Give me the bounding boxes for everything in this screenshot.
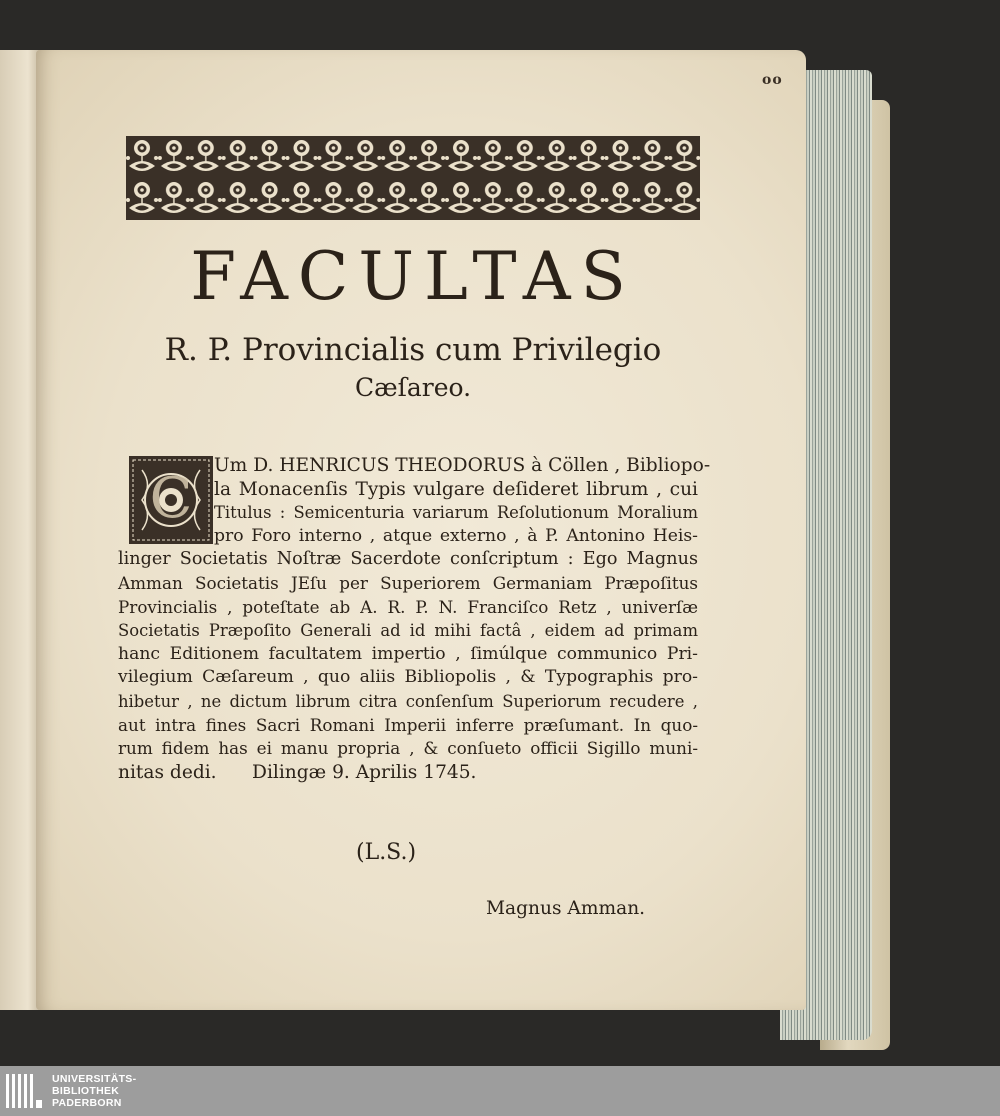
body-text [118,454,711,784]
body-line: Um D. HENRICUS THEODORUS à Cöllen , Bibliopo- [214,455,711,476]
signature: Magnus Amman. [486,898,646,919]
library-footer-bar [0,1066,1000,1116]
page-subtitle-second-line: Cæſareo. [354,373,472,402]
logo-line-3: PADERBORN [52,1097,122,1109]
body-line: pro Foro interno , atque externo , à P. Antonino Heis- [214,525,698,546]
body-line: Amman Societatis JEſu per Superiorem Germaniam Præpoſitus [118,572,698,593]
facing-page-edge [0,50,40,1010]
logo-line-2: BIBLIOTHEK [52,1085,120,1097]
ornament-band [126,136,700,220]
body-line: Provincialis , poteſtate ab A. R. P. N. Franciſco Retz , univerſæ [118,596,698,617]
page-title: FACULTAS [190,238,636,315]
logo-line-1: UNIVERSITÄTS- [52,1073,137,1085]
body-line: nitas dedi. Dilingæ 9. Aprilis 1745. [118,761,477,783]
body-line: rum fidem has ei manu propria , & conſueto officii Sigillo muni- [118,738,698,759]
body-line: la Monacenſis Typis vulgare deſideret librum , cui [214,478,698,500]
seal-mark: (L.S.) [356,840,417,865]
body-line: aut intra fines Sacri Romani Imperii inferre præſumant. In quo- [118,714,698,735]
page-number: oo [762,72,783,88]
body-line: hanc Editionem facultatem impertio , ſimúlque communico Pri- [118,643,698,664]
page-subtitle: R. P. Provincialis cum Privilegio [164,332,662,368]
body-line: linger Societatis Noſtræ Sacerdote conſcriptum : Ego Magnus [118,549,698,570]
library-logo-icon [4,1070,46,1112]
body-line: Societatis Præpoſito Generali ad id mihi factâ , eidem ad primam [118,621,698,641]
initial-letter: C [149,466,193,531]
body-line: hibetur , ne dictum librum citra conſenſum Superiorum recudere , [118,691,698,711]
body-line: vilegium Cæſareum , quo aliis Bibliopolis , & Typographis pro- [118,667,698,688]
body-line: Titulus : Semicenturia variarum Reſolutionum Moralium [214,503,698,523]
library-logo-text [52,1073,136,1109]
